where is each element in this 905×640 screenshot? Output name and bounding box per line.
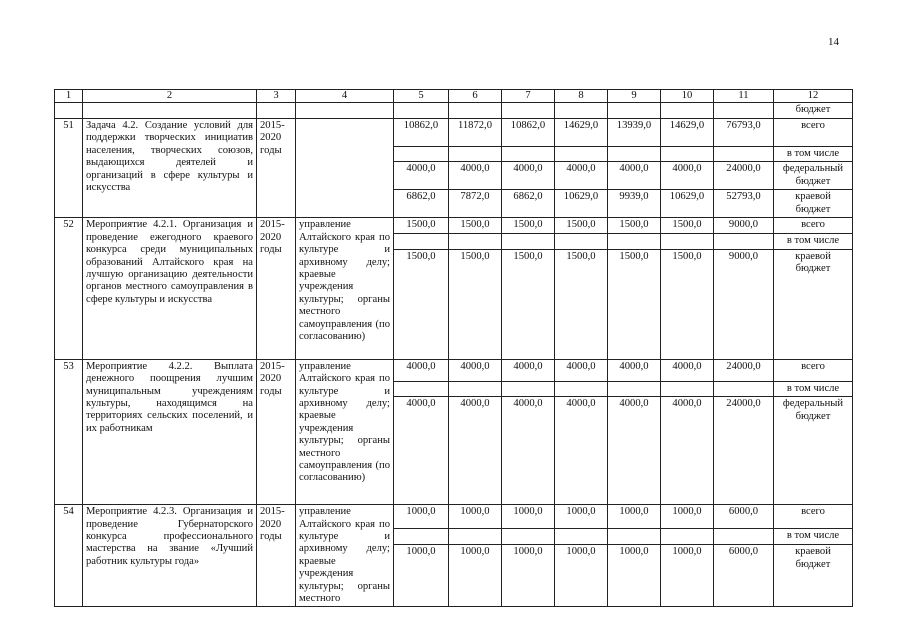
value-cell [449,528,502,545]
value-cell: 1500,0 [555,218,608,234]
continuation-row [55,103,853,119]
value-cell [449,147,502,162]
header-cell: 5 [394,90,449,103]
value-cell [394,147,449,162]
source-cell: федеральный бюджет [774,162,853,190]
measure-name: Мероприятие 4.2.1. Организация и проведение ежегодного краевого конкурса среди муниципальных образований Алтайского края на лучшую организацию деятельности органов местного самоуправления в сфере культуры и искусства [83,218,257,359]
value-cell: 1500,0 [661,218,714,234]
value-cell: 4000,0 [502,162,555,190]
measure-name: Мероприятие 4.2.3. Организация и проведение Губернаторского конкурса профессионального мастерства на звание «Лучший работник культуры года» [83,505,257,607]
value-cell: 1000,0 [394,545,449,607]
value-cell: 1000,0 [661,545,714,607]
value-cell: 4000,0 [608,162,661,190]
value-cell: 1000,0 [449,545,502,607]
value-cell [502,234,555,249]
header-cell: 12 [774,90,853,103]
value-cell [714,234,774,249]
executor: управление Алтайского края по культуре и архивному делу; краевые учреждения культуры; органы местного самоуправления (по согласованию) [296,359,394,504]
value-cell: 14629,0 [555,119,608,147]
source-cell: всего [774,218,853,234]
value-cell [661,528,714,545]
value-cell: 1000,0 [502,505,555,529]
header-cell: 8 [555,90,608,103]
executor: управление Алтайского края по культуре и архивному делу; краевые учреждения культуры; органы местного [296,505,394,607]
measure-name: Мероприятие 4.2.2. Выплата денежного поощрения лучшим муниципальным учреждениям культуры, находящимся на территориях сельских поселений, и их работникам [83,359,257,504]
value-cell [661,381,714,396]
header-cell: 6 [449,90,502,103]
header-cell: 1 [55,90,83,103]
value-cell [714,147,774,162]
source-cell: в том числе [774,234,853,249]
value-cell: 1000,0 [449,505,502,529]
value-cell: 4000,0 [661,359,714,381]
value-cell: 1500,0 [449,249,502,359]
value-cell [449,234,502,249]
value-cell: 13939,0 [608,119,661,147]
header-row [55,90,853,103]
value-cell: 4000,0 [394,162,449,190]
value-cell: 4000,0 [661,397,714,505]
value-cell: 1000,0 [608,505,661,529]
row-number: 52 [55,218,83,359]
value-cell [714,528,774,545]
value-cell: 1500,0 [502,218,555,234]
value-cell [394,528,449,545]
period: 2015-2020 годы [257,359,296,504]
value-cell: 4000,0 [449,397,502,505]
source-cell: краевой бюджет [774,249,853,359]
value-cell: 4000,0 [394,359,449,381]
value-cell: 9939,0 [608,190,661,218]
value-cell: 4000,0 [449,162,502,190]
value-cell: 4000,0 [661,162,714,190]
value-cell [608,147,661,162]
value-cell: 6862,0 [502,190,555,218]
value-cell: 10629,0 [661,190,714,218]
value-cell: 1500,0 [394,249,449,359]
value-cell: 10862,0 [502,119,555,147]
value-cell [661,234,714,249]
value-cell [555,528,608,545]
source-cell: всего [774,359,853,381]
value-cell [555,234,608,249]
header-cell: 4 [296,90,394,103]
value-cell: 24000,0 [714,162,774,190]
value-cell: 6862,0 [394,190,449,218]
header-cell: 7 [502,90,555,103]
value-cell: 1500,0 [502,249,555,359]
value-cell: 10629,0 [555,190,608,218]
value-cell [555,381,608,396]
value-cell [661,147,714,162]
value-cell: 1000,0 [608,545,661,607]
value-cell: 10862,0 [394,119,449,147]
value-cell: 4000,0 [449,359,502,381]
value-cell: 1500,0 [608,218,661,234]
source-cell: федеральный бюджет [774,397,853,505]
value-cell: 7872,0 [449,190,502,218]
value-cell: 11872,0 [449,119,502,147]
value-cell: 6000,0 [714,545,774,607]
value-cell: 4000,0 [555,359,608,381]
value-cell [608,234,661,249]
source-cell: краевой бюджет [774,190,853,218]
table-row [55,119,853,147]
row-number: 54 [55,505,83,607]
header-cell: 10 [661,90,714,103]
source-cell: краевой бюджет [774,545,853,607]
value-cell: 24000,0 [714,359,774,381]
value-cell: 1500,0 [555,249,608,359]
header-cell: 9 [608,90,661,103]
value-cell [502,381,555,396]
value-cell: 6000,0 [714,505,774,529]
value-cell: 14629,0 [661,119,714,147]
value-cell: 76793,0 [714,119,774,147]
table-row [55,218,853,234]
executor: управление Алтайского края по культуре и архивному делу; краевые учреждения культуры; органы местного самоуправления (по согласованию) [296,218,394,359]
value-cell: 9000,0 [714,218,774,234]
row-number: 53 [55,359,83,504]
header-cell: 11 [714,90,774,103]
value-cell [394,234,449,249]
source-cell: в том числе [774,381,853,396]
budget-table [54,89,853,607]
period: 2015-2020 годы [257,119,296,218]
value-cell: 52793,0 [714,190,774,218]
value-cell [608,528,661,545]
value-cell [394,381,449,396]
source-cell: в том числе [774,528,853,545]
measure-name: Задача 4.2. Создание условий для поддержки творческих инициатив населения, творческих союзов, выдающихся деятелей и организаций в сфере культуры и искусства [83,119,257,218]
source-cell: всего [774,505,853,529]
period: 2015-2020 годы [257,218,296,359]
table-row [55,505,853,529]
value-cell: 1500,0 [449,218,502,234]
value-cell: 4000,0 [608,359,661,381]
value-cell [608,381,661,396]
source-cell: в том числе [774,147,853,162]
value-cell: 4000,0 [502,397,555,505]
value-cell: 1500,0 [394,218,449,234]
value-cell: 1000,0 [661,505,714,529]
value-cell: 4000,0 [502,359,555,381]
value-cell: 4000,0 [394,397,449,505]
value-cell [449,381,502,396]
value-cell: 4000,0 [555,397,608,505]
value-cell: 1000,0 [394,505,449,529]
value-cell [555,147,608,162]
value-cell [502,147,555,162]
header-cell: 3 [257,90,296,103]
value-cell [502,528,555,545]
page-number: 14 [828,36,839,48]
value-cell: 1000,0 [502,545,555,607]
value-cell: 4000,0 [555,162,608,190]
row-number: 51 [55,119,83,218]
value-cell: 9000,0 [714,249,774,359]
source-cell: бюджет [774,103,853,119]
header-cell: 2 [83,90,257,103]
table-row [55,359,853,381]
period: 2015-2020 годы [257,505,296,607]
value-cell: 24000,0 [714,397,774,505]
source-cell: всего [774,119,853,147]
value-cell: 1500,0 [608,249,661,359]
value-cell: 1000,0 [555,505,608,529]
value-cell: 1000,0 [555,545,608,607]
value-cell: 4000,0 [608,397,661,505]
value-cell [714,381,774,396]
executor [296,119,394,218]
value-cell: 1500,0 [661,249,714,359]
